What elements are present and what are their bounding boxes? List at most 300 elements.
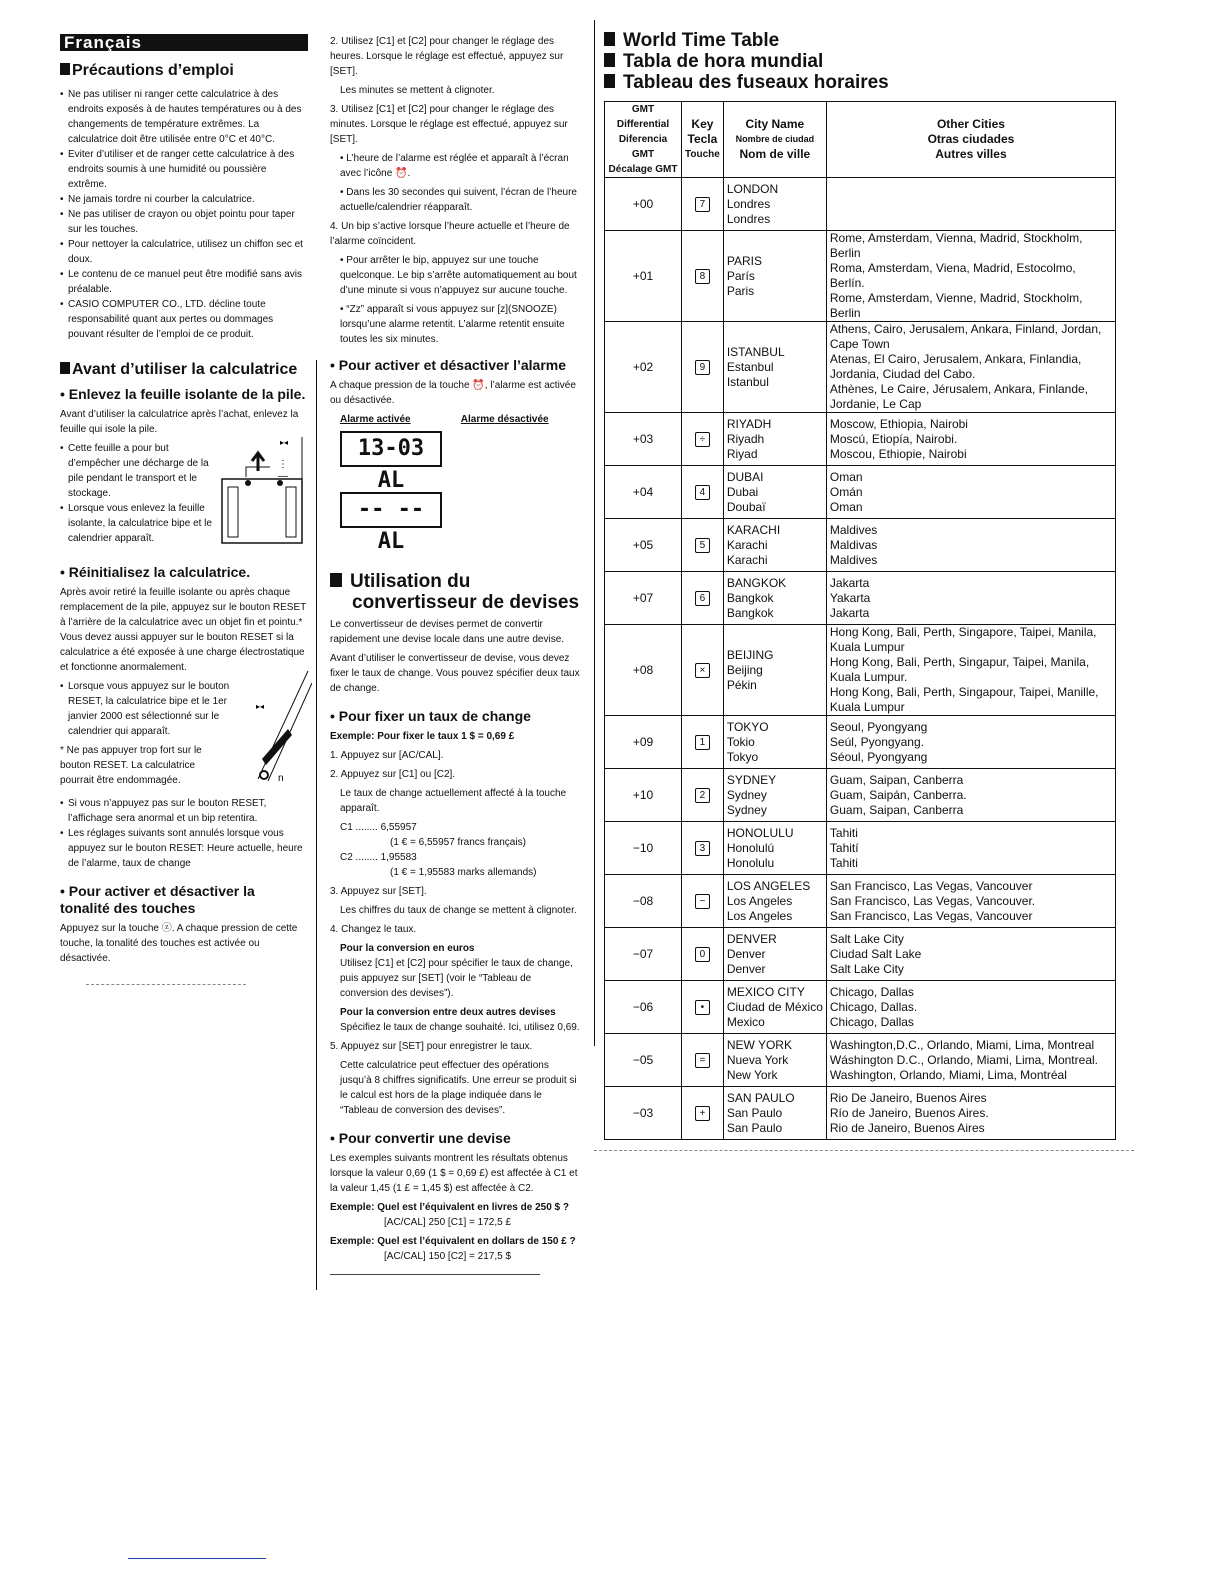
other-cities: Moscow, Ethiopia, Nairobi <box>829 416 968 431</box>
key-cell <box>682 716 724 769</box>
table-row <box>605 1087 1116 1140</box>
divider <box>594 1150 1134 1151</box>
city-cell <box>723 769 826 822</box>
rate-steps <box>330 748 582 1118</box>
step: 2. Utilisez [C1] et [C2] pour changer le réglage des heures. Lorsque le réglage est effectué, appuyez sur [SET]. <box>330 36 564 77</box>
city-name: BANGKOK <box>726 575 787 590</box>
city-name: Ciudad de México <box>726 999 823 1014</box>
table-row <box>605 928 1116 981</box>
table-row <box>605 178 1116 231</box>
other-cities: San Francisco, Las Vegas, Vancouver <box>829 908 1033 923</box>
list-item: • Les réglages suivants sont annulés lorsque vous appuyez sur le bouton RESET: Heure actuelle, heure de l’alarme, taux de change <box>68 826 308 871</box>
other-cities: Oman <box>829 499 863 514</box>
key-cell <box>682 822 724 875</box>
other-cities: Hong Kong, Bali, Perth, Singapore, Taipei, Manila, Kuala Lumpur <box>829 625 1097 654</box>
city-name: NEW YORK <box>726 1037 792 1052</box>
header-gmt-en: GMT Differential <box>616 104 670 130</box>
list-item: • Ne pas utiliser ni ranger cette calculatrice à des endroits exposés à de hautes températures ou à des changements de température extrêmes. La calculatrice doit être utilisée entre 0°C et 40°C. <box>68 87 308 147</box>
other-cities: Oman <box>829 469 863 484</box>
other-cities-cell <box>826 1087 1115 1140</box>
header-city-es: Nombre de ciudad <box>735 134 815 144</box>
gmt-cell: +00 <box>605 178 682 231</box>
city-name: PARIS <box>726 253 762 268</box>
header-gmt-fr: Décalage GMT <box>608 164 678 175</box>
other-cities: Rome, Amsterdam, Vienna, Madrid, Stockholm, Berlin <box>829 231 1083 260</box>
city-cell <box>723 231 826 322</box>
city-name: DENVER <box>726 931 777 946</box>
language-banner: Français <box>60 34 308 51</box>
header-city-fr: Nom de ville <box>739 147 811 161</box>
converter-intro-2: Avant d’utiliser le convertisseur de devise, vous devez fixer le taux de change. Vous pouvez spécifier deux taux de change. <box>330 653 580 694</box>
other-cities-cell <box>826 625 1115 716</box>
city-name: Denver <box>726 946 766 961</box>
step: (1 € = 6,55957 francs français) <box>390 837 526 848</box>
other-cities: Roma, Amsterdam, Viena, Madrid, Estocolmo, Berlín. <box>829 261 1076 290</box>
header-gmt-es: Diferencia GMT <box>618 134 668 160</box>
gmt-cell: +01 <box>605 231 682 322</box>
city-cell <box>723 322 826 413</box>
other-cities: San Francisco, Las Vegas, Vancouver. <box>829 893 1036 908</box>
gmt-cell: −10 <box>605 822 682 875</box>
city-name: Sydney <box>726 787 767 802</box>
city-name: Tokyo <box>726 749 759 764</box>
header-key-es: Tecla <box>687 132 718 146</box>
calculator-key-icon: − <box>695 894 710 909</box>
gmt-cell: −08 <box>605 875 682 928</box>
city-cell <box>723 466 826 519</box>
precautions-list <box>60 87 308 342</box>
city-name: KARACHI <box>726 522 781 537</box>
city-cell <box>723 178 826 231</box>
city-name: Beijing <box>726 662 763 677</box>
header-other-en: Other Cities <box>936 117 1005 131</box>
step: Les minutes se mettent à clignoter. <box>340 85 495 96</box>
city-name: Riyad <box>726 446 758 461</box>
other-cities: Rio De Janeiro, Buenos Aires <box>829 1090 987 1105</box>
key-tone-title-text: Pour activer et désactiver la tonalité des touches <box>60 883 255 916</box>
remove-sheet-title: • Enlevez la feuille isolante de la pile. <box>60 386 306 402</box>
step: Cette calculatrice peut effectuer des opérations jusqu’à 8 chiffres significatifs. Une erreur se produit si le calcul est hors de la plage indiquée dans le “Tableau de conversion des devises”. <box>340 1060 577 1116</box>
step: • “Zz” apparaît si vous appuyez sur [z](SNOOZE) lorsqu’une alarme retentit. L’alarme retentit ensuite toutes les six minutes. <box>340 304 565 345</box>
calculator-key-icon: × <box>695 663 710 678</box>
other-cities-cell <box>826 928 1115 981</box>
title-en <box>604 30 1116 51</box>
other-cities-cell <box>826 519 1115 572</box>
step: 4. Changez le taux. <box>330 924 417 935</box>
city-cell <box>723 1087 826 1140</box>
list-item: • Lorsque vous appuyez sur le bouton RESET, la calculatrice bipe et le 1er janvier 2000 est sélectionné sur le calendrier qui apparaît. <box>68 679 236 739</box>
city-name: Dubai <box>726 484 759 499</box>
calculator-key-icon: 1 <box>695 735 710 750</box>
other-cities: Hong Kong, Bali, Perth, Singapur, Taipei, Manila, Kuala Lumpur. <box>829 655 1090 684</box>
key-cell <box>682 466 724 519</box>
list-item: • Ne pas utiliser de crayon ou objet pointu pour taper sur les touches. <box>68 207 308 237</box>
table-row <box>605 716 1116 769</box>
other-cities: Omán <box>829 484 863 499</box>
city-name: LOS ANGELES <box>726 878 811 893</box>
other-cities: Washington, Orlando, Miami, Lima, Montréal <box>829 1067 1067 1082</box>
gmt-cell: +08 <box>605 625 682 716</box>
city-cell <box>723 981 826 1034</box>
city-name: Tokio <box>726 734 755 749</box>
key-cell <box>682 875 724 928</box>
other-cities: Seoul, Pyongyang <box>829 719 928 734</box>
list-item: • Pour nettoyer la calculatrice, utilisez un chiffon sec et doux. <box>68 237 308 267</box>
table-row <box>605 466 1116 519</box>
remove-sheet-intro: Avant d’utiliser la calculatrice après l’achat, enlevez la feuille qui isole la pile. <box>60 409 299 435</box>
other-cities: Río de Janeiro, Buenos Aires. <box>829 1105 989 1120</box>
calculator-key-icon: 4 <box>695 485 710 500</box>
key-cell <box>682 1087 724 1140</box>
reset-list <box>60 679 236 739</box>
column-3 <box>604 30 1116 1151</box>
reset-intro: Après avoir retiré la feuille isolante ou après chaque remplacement de la pile, appuyez sur le bouton RESET à l’arrière de la calculatrice avec un objet fin et pointu.* Vous devez aussi appuyer sur le bouton RESET si la calculatrice a été exposée à une charge électrostatique et fonctionne anormalement. <box>60 587 307 673</box>
other-cities: San Francisco, Las Vegas, Vancouver <box>829 878 1033 893</box>
other-cities-cell <box>826 981 1115 1034</box>
divider <box>86 984 246 985</box>
example-1-answer: [AC/CAL] 250 [C1] = 172,5 £ <box>384 1217 512 1228</box>
city-name: Riyadh <box>726 431 765 446</box>
other-cities: Salt Lake City <box>829 961 904 976</box>
calculator-key-icon: 9 <box>695 360 710 375</box>
city-name: Bangkok <box>726 590 774 605</box>
header-city <box>723 102 826 178</box>
step: 4. Un bip s’active lorsque l’heure actuelle et l’heure de l’alarme coïncident. <box>330 221 570 247</box>
other-cities: Guam, Saipan, Canberra <box>829 802 964 817</box>
svg-text:▸◂: ▸◂ <box>256 702 265 711</box>
precautions-title-text: Précautions d’emploi <box>72 62 234 79</box>
column-rule <box>316 360 317 1290</box>
gmt-cell: +04 <box>605 466 682 519</box>
other-cities: Moscou, Ethiopie, Nairobi <box>829 446 967 461</box>
city-name: TOKYO <box>726 719 769 734</box>
converter-title <box>330 571 582 592</box>
gmt-cell: +07 <box>605 572 682 625</box>
alarm-on-label: Alarme activée <box>340 414 411 425</box>
other-cities: Ciudad Salt Lake <box>829 946 922 961</box>
step: 3. Appuyez sur [SET]. <box>330 886 427 897</box>
other-cities: Chicago, Dallas <box>829 1014 914 1029</box>
table-row <box>605 981 1116 1034</box>
city-name: LONDON <box>726 181 779 196</box>
converter-title-line-2: convertisseur de devises <box>352 592 580 613</box>
before-use-title <box>60 360 308 380</box>
other-cities: Athènes, Le Caire, Jérusalem, Ankara, Finlande, Jordanie, Le Cap <box>829 382 1089 411</box>
svg-text:⋮: ⋮ <box>278 459 288 470</box>
city-name: Londres <box>726 196 771 211</box>
city-cell <box>723 928 826 981</box>
calculator-key-icon: 5 <box>695 538 710 553</box>
alarm-steps <box>330 34 582 347</box>
city-name: BEIJING <box>726 647 774 662</box>
city-cell <box>723 822 826 875</box>
calculator-key-icon: 8 <box>695 269 710 284</box>
key-cell <box>682 981 724 1034</box>
step: 3. Utilisez [C1] et [C2] pour changer le réglage des minutes. Lorsque le réglage est effectué, appuyez sur [SET]. <box>330 104 568 145</box>
city-name: MEXICO CITY <box>726 984 805 999</box>
title-es <box>604 51 1116 72</box>
alarm-on-display: 13-03 AL <box>340 431 442 467</box>
other-cities: Tahiti <box>829 855 858 870</box>
city-name: San Paulo <box>726 1120 783 1135</box>
gmt-cell: +03 <box>605 413 682 466</box>
alarm-off-label: Alarme désactivée <box>460 414 549 425</box>
other-cities: Jakarta <box>829 575 870 590</box>
other-cities: Salt Lake City <box>829 931 904 946</box>
gmt-cell: +10 <box>605 769 682 822</box>
table-row <box>605 231 1116 322</box>
step: 1. Appuyez sur [AC/CAL]. <box>330 750 444 761</box>
reset-title: • Réinitialisez la calculatrice. <box>60 564 251 580</box>
key-cell <box>682 322 724 413</box>
step: 2. Appuyez sur [C1] ou [C2]. <box>330 769 456 780</box>
other-cities: Seúl, Pyongyang. <box>829 734 924 749</box>
list-item: • Cette feuille a pour but d’empêcher une décharge de la pile pendant le transport et le stockage. <box>68 441 218 501</box>
alarm-toggle-text: A chaque pression de la touche ⏰, l’alarme est activée ou désactivée. <box>330 380 576 406</box>
city-cell <box>723 875 826 928</box>
header-city-en: City Name <box>745 117 805 131</box>
city-name: Sydney <box>726 802 767 817</box>
city-name: Doubaï <box>726 499 766 514</box>
title-fr <box>604 72 1116 93</box>
city-name: Honolulu <box>726 855 775 870</box>
gmt-cell: −05 <box>605 1034 682 1087</box>
city-cell <box>723 716 826 769</box>
reset-notes-list <box>60 796 308 871</box>
rate-example: Exemple: Pour fixer le taux 1 $ = 0,69 £ <box>330 731 515 742</box>
other-cities: Maldivas <box>829 537 878 552</box>
step: 5. Appuyez sur [SET] pour enregistrer le taux. <box>330 1041 533 1052</box>
other-cities-cell <box>826 231 1115 322</box>
gmt-cell: −03 <box>605 1087 682 1140</box>
calculator-key-icon: 2 <box>695 788 710 803</box>
table-row <box>605 1034 1116 1087</box>
city-name: Paris <box>726 283 755 298</box>
city-name: Estanbul <box>726 359 774 374</box>
city-name: Los Angeles <box>726 908 793 923</box>
other-cities: Chicago, Dallas <box>829 984 914 999</box>
precautions-title <box>60 61 308 81</box>
header-key <box>682 102 724 178</box>
footer-rule <box>128 1558 266 1559</box>
example-2-answer: [AC/CAL] 150 [C2] = 217,5 $ <box>384 1251 512 1262</box>
table-row <box>605 822 1116 875</box>
step: C1 ........ 6,55957 <box>340 822 417 833</box>
table-row <box>605 769 1116 822</box>
title-es-text: Tabla de hora mundial <box>623 51 824 72</box>
city-cell <box>723 413 826 466</box>
other-cities-cell <box>826 822 1115 875</box>
other-cities: Athens, Cairo, Jerusalem, Ankara, Finland, Jordan, Cape Town <box>829 322 1102 351</box>
step: Le taux de change actuellement affecté à la touche apparaît. <box>340 788 567 814</box>
other-cities-cell <box>826 1034 1115 1087</box>
other-cities: Jakarta <box>829 605 870 620</box>
key-cell <box>682 1034 724 1087</box>
city-name: París <box>726 268 755 283</box>
city-name: Los Angeles <box>726 893 793 908</box>
title-fr-text: Tableau des fuseaux horaires <box>623 72 889 93</box>
city-cell <box>723 519 826 572</box>
gmt-cell: +09 <box>605 716 682 769</box>
calculator-key-icon: 6 <box>695 591 710 606</box>
square-bullet-icon <box>60 362 70 374</box>
other-cities: Maldives <box>829 552 878 567</box>
step: Pour la conversion entre deux autres devises <box>340 1007 556 1018</box>
other-cities: Chicago, Dallas. <box>829 999 918 1014</box>
city-name: Istanbul <box>726 374 769 389</box>
key-cell <box>682 413 724 466</box>
other-cities-cell <box>826 466 1115 519</box>
gmt-cell: −06 <box>605 981 682 1034</box>
step: • L’heure de l’alarme est réglée et apparaît à l’écran avec l’icône ⏰. <box>340 153 569 179</box>
other-cities-cell <box>826 769 1115 822</box>
city-name: SYDNEY <box>726 772 777 787</box>
step: Pour la conversion en euros <box>340 943 475 954</box>
key-cell <box>682 231 724 322</box>
key-cell <box>682 625 724 716</box>
calculator-key-icon: • <box>695 1000 710 1015</box>
step: C2 ........ 1,95583 <box>340 852 417 863</box>
calculator-key-icon: + <box>695 1106 710 1121</box>
alarm-toggle-title-text: Pour activer et désactiver l’alarme <box>338 357 567 373</box>
gmt-cell: −07 <box>605 928 682 981</box>
table-row <box>605 572 1116 625</box>
table-row <box>605 322 1116 413</box>
header-other-fr: Autres villes <box>935 147 1007 161</box>
key-cell <box>682 519 724 572</box>
city-name: Karachi <box>726 552 768 567</box>
city-name: Honolulú <box>726 840 775 855</box>
reset-title-text: Réinitialisez la calculatrice. <box>68 564 251 580</box>
header-other-es: Otras ciudades <box>927 132 1015 146</box>
alarm-toggle-title: • Pour activer et désactiver l’alarme <box>330 357 567 373</box>
table-row <box>605 519 1116 572</box>
table-row <box>605 625 1116 716</box>
other-cities: Moscú, Etiopía, Nairobi. <box>829 431 958 446</box>
convert-title: • Pour convertir une devise <box>330 1130 511 1146</box>
remove-sheet-list <box>60 441 218 546</box>
other-cities-cell <box>826 572 1115 625</box>
city-cell <box>723 572 826 625</box>
city-name: Mexico <box>726 1014 765 1029</box>
example-2-question: Exemple: Quel est l’équivalent en dollars de 150 £ ? <box>330 1236 576 1247</box>
other-cities-cell <box>826 178 1115 231</box>
table-row <box>605 875 1116 928</box>
city-name: New York <box>726 1067 778 1082</box>
other-cities: Atenas, El Cairo, Jerusalem, Ankara, Finlandia, Jordania, Ciudad del Cabo. <box>829 352 1082 381</box>
other-cities-cell <box>826 875 1115 928</box>
other-cities: Séoul, Pyongyang <box>829 749 928 764</box>
step: Utilisez [C1] et [C2] pour spécifier le taux de change, puis appuyez sur [SET] (voir le “Tableau de conversion des devises”). <box>340 958 573 999</box>
city-name: Karachi <box>726 537 768 552</box>
city-name: San Paulo <box>726 1105 783 1120</box>
city-cell <box>723 625 826 716</box>
key-cell <box>682 572 724 625</box>
other-cities: Guam, Saipán, Canberra. <box>829 787 967 802</box>
world-time-table <box>604 101 1116 1140</box>
step: Les chiffres du taux de change se mettent à clignoter. <box>340 905 577 916</box>
reset-button-diagram <box>248 669 312 789</box>
remove-sheet-title-text: Enlevez la feuille isolante de la pile. <box>68 386 306 402</box>
other-cities: Rome, Amsterdam, Vienne, Madrid, Stockholm, Berlin <box>829 291 1083 320</box>
key-tone-title: • Pour activer et désactiver la tonalité des touches <box>60 883 255 916</box>
other-cities-cell <box>826 413 1115 466</box>
rate-title: • Pour fixer un taux de change <box>330 708 531 724</box>
step: (1 € = 1,95583 marks allemands) <box>390 867 537 878</box>
city-name: ISTANBUL <box>726 344 785 359</box>
alarm-off-display: -- -- AL <box>340 492 442 528</box>
other-cities: Wáshington D.C., Orlando, Miami, Lima, Montreal. <box>829 1052 1098 1067</box>
other-cities: Hong Kong, Bali, Perth, Singapour, Taipei, Manille, Kuala Lumpur <box>829 685 1099 714</box>
city-name: Pékin <box>726 677 757 692</box>
city-name: Nueva York <box>726 1052 789 1067</box>
gmt-cell: +05 <box>605 519 682 572</box>
divider <box>330 1274 540 1275</box>
key-cell <box>682 178 724 231</box>
city-name: HONOLULU <box>726 825 794 840</box>
other-cities-cell <box>826 322 1115 413</box>
column-rule <box>594 20 595 1046</box>
header-gmt <box>605 102 682 178</box>
converter-title-line-1: Utilisation du <box>350 571 471 592</box>
other-cities: Washington,D.C., Orlando, Miami, Lima, Montreal <box>829 1037 1095 1052</box>
other-cities: Maldives <box>829 522 878 537</box>
list-item: • Si vous n’appuyez pas sur le bouton RESET, l’affichage sera anormal et un bip retentira. <box>68 796 308 826</box>
step: • Dans les 30 secondes qui suivent, l’écran de l’heure actuelle/calendrier réapparaît. <box>340 187 577 213</box>
city-name: SAN PAULO <box>726 1090 795 1105</box>
city-name: DUBAI <box>726 469 764 484</box>
city-name: Londres <box>726 211 771 226</box>
column-2 <box>330 34 582 1275</box>
list-item: • Lorsque vous enlevez la feuille isolante, la calculatrice bipe et le calendrier apparaît. <box>68 501 218 546</box>
city-name: Denver <box>726 961 766 976</box>
example-1-question: Exemple: Quel est l’équivalent en livres de 250 $ ? <box>330 1202 569 1213</box>
gmt-cell: +02 <box>605 322 682 413</box>
table-row <box>605 413 1116 466</box>
rate-title-text: Pour fixer un taux de change <box>338 708 531 724</box>
before-use-title-text: Avant d’utiliser la calculatrice <box>72 361 298 378</box>
svg-text:▸◂: ▸◂ <box>280 438 289 447</box>
title-en-text: World Time Table <box>623 30 780 51</box>
column-1 <box>60 34 308 985</box>
list-item: • Le contenu de ce manuel peut être modifié sans avis préalable. <box>68 267 308 297</box>
calculator-key-icon: = <box>695 1053 710 1068</box>
convert-intro: Les exemples suivants montrent les résultats obtenus lorsque la valeur 0,69 (1 $ = 0,69 £) est affectée à C1 et la valeur 1,45 (1 £ = 1,45 $) est affectée à C2. <box>330 1153 578 1194</box>
other-cities: Yakarta <box>829 590 871 605</box>
svg-text:—: — <box>278 471 288 482</box>
calculator-key-icon: 3 <box>695 841 710 856</box>
header-key-fr: Touche <box>685 149 720 160</box>
key-cell <box>682 928 724 981</box>
other-cities: Rio de Janeiro, Buenos Aires <box>829 1120 985 1135</box>
list-item: • Ne jamais tordre ni courber la calculatrice. <box>68 192 308 207</box>
other-cities-cell <box>826 716 1115 769</box>
city-name: RIYADH <box>726 416 772 431</box>
reset-warning: * Ne pas appuyer trop fort sur le bouton RESET. La calculatrice pourrait être endommagée. <box>60 745 202 786</box>
square-bullet-icon <box>60 63 70 75</box>
other-cities: Tahiti <box>829 825 858 840</box>
header-other <box>826 102 1115 178</box>
list-item: • Eviter d’utiliser et de ranger cette calculatrice à des endroits soumis à une humidité ou poussière extrême. <box>68 147 308 192</box>
converter-intro: Le convertisseur de devises permet de convertir rapidement une devise locale dans une autre devise. <box>330 619 565 645</box>
table-body <box>605 178 1116 1140</box>
calculator-key-icon: 0 <box>695 947 710 962</box>
other-cities: Tahití <box>829 840 859 855</box>
list-item: • CASIO COMPUTER CO., LTD. décline toute responsabilité quant aux pertes ou dommages pouvant résulter de l’emploi de ce produit. <box>68 297 308 342</box>
calculator-key-icon: ÷ <box>695 432 710 447</box>
step: • Pour arrêter le bip, appuyez sur une touche quelconque. Le bip s’arrête automatiquement au bout d’une minute si vous n’appuyez sur aucune touche. <box>340 255 577 296</box>
key-cell <box>682 769 724 822</box>
